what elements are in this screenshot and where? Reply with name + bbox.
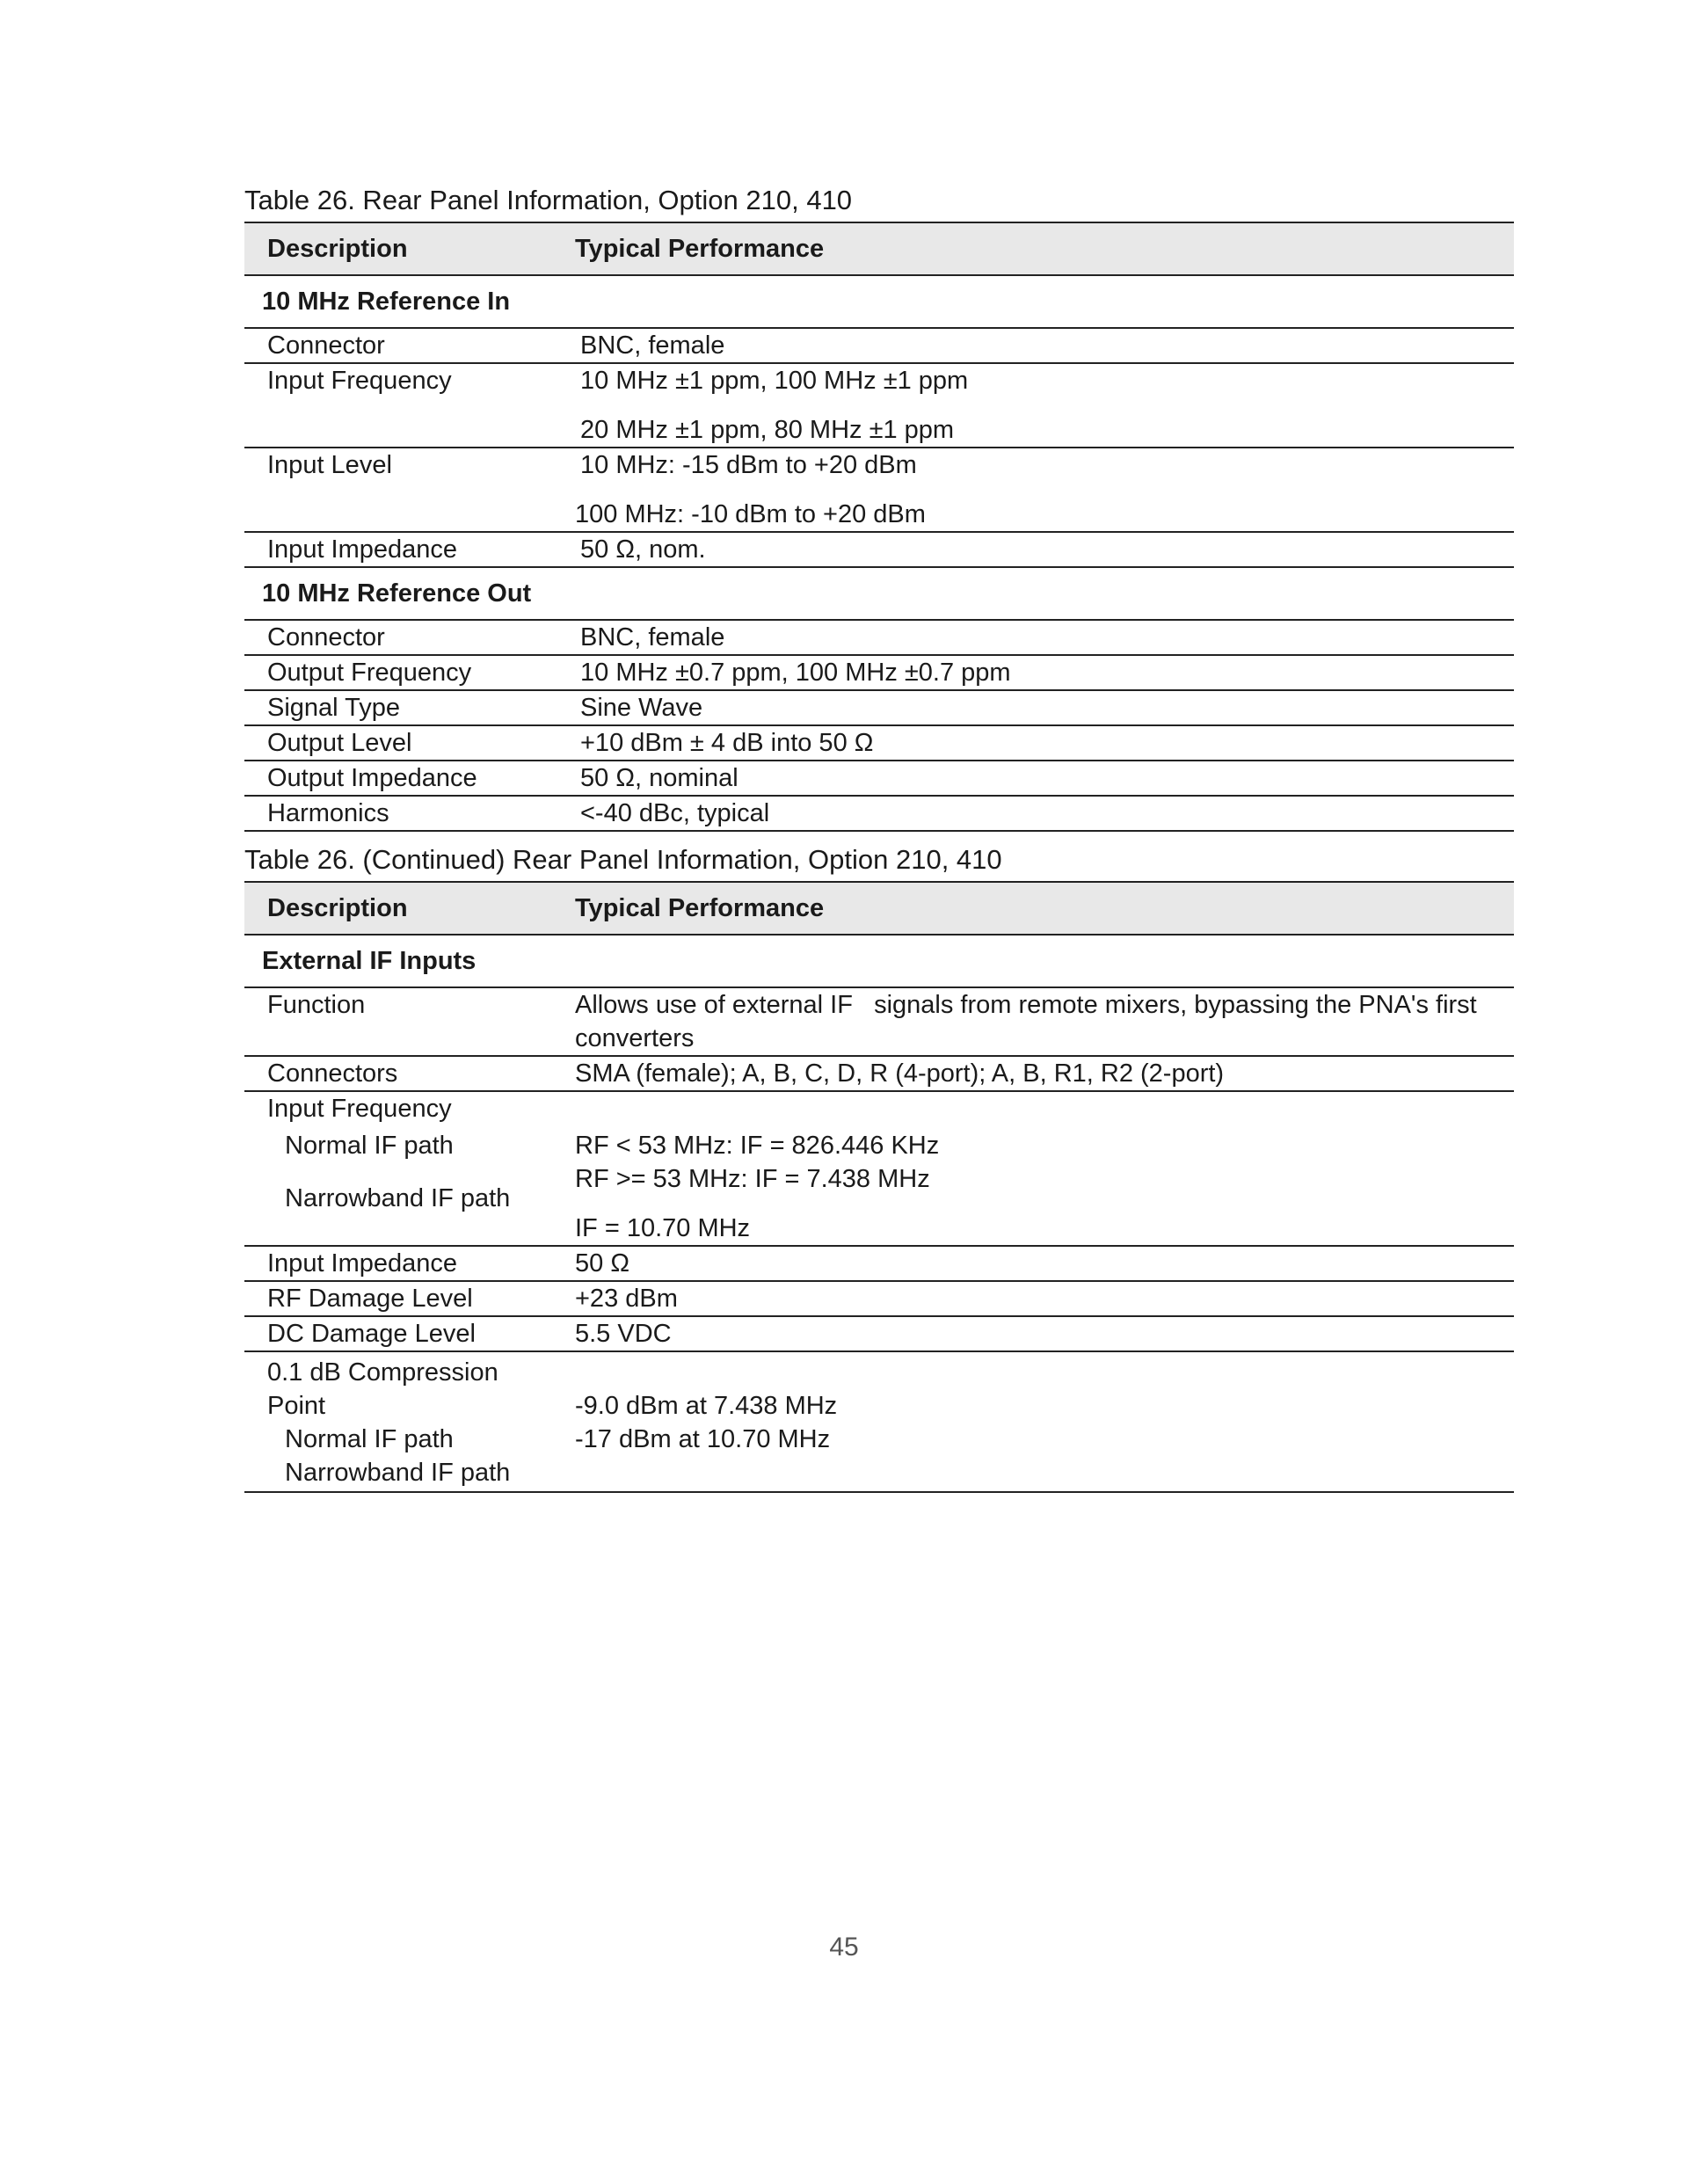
table-row bbox=[244, 1091, 1514, 1246]
table-row bbox=[244, 1316, 1514, 1351]
table-caption: Table 26. (Continued) Rear Panel Information, Option 210, 410 bbox=[244, 844, 1002, 875]
table-row bbox=[244, 448, 1514, 532]
row-label: Output Frequency bbox=[244, 655, 563, 690]
row-value: Allows use of external IF signals from remote mixers, bypassing the PNA's first converters bbox=[563, 987, 1514, 1056]
row-value: BNC, female bbox=[563, 328, 1514, 363]
row-label: Output Impedance bbox=[244, 761, 563, 796]
table-row bbox=[244, 328, 1514, 363]
table-row bbox=[244, 987, 1514, 1056]
row-label: Input Frequency bbox=[244, 363, 563, 448]
table-row bbox=[244, 1246, 1514, 1281]
row-value: 10 MHz ±0.7 ppm, 100 MHz ±0.7 ppm bbox=[563, 655, 1514, 690]
row-value: 10 MHz ±1 ppm, 100 MHz ±1 ppm 20 MHz ±1 ppm, 80 MHz ±1 ppm bbox=[563, 363, 1514, 448]
row-value: <-40 dBc, typical bbox=[563, 796, 1514, 831]
row-label: Input Impedance bbox=[244, 1246, 563, 1281]
section-title: External IF Inputs bbox=[244, 935, 1514, 987]
table-row bbox=[244, 532, 1514, 567]
section-row bbox=[244, 567, 1514, 620]
row-label: RF Damage Level bbox=[244, 1281, 563, 1316]
row-value: +10 dBm ± 4 dB into 50 Ω bbox=[563, 725, 1514, 761]
page-number: 45 bbox=[829, 1933, 859, 1962]
section-row bbox=[244, 275, 1514, 328]
row-value: -9.0 dBm at 7.438 MHz -17 dBm at 10.70 MHz bbox=[563, 1351, 1514, 1492]
table-header-row bbox=[244, 222, 1514, 275]
column-header-performance: Typical Performance bbox=[563, 222, 1514, 275]
table-row bbox=[244, 620, 1514, 655]
rear-panel-table-continued bbox=[244, 881, 1514, 1493]
section-title: 10 MHz Reference In bbox=[244, 275, 1514, 328]
row-label: 0.1 dB Compression Point Normal IF path Narrowband IF path bbox=[244, 1351, 563, 1492]
row-label: DC Damage Level bbox=[244, 1316, 563, 1351]
row-value: 5.5 VDC bbox=[563, 1316, 1514, 1351]
row-label: Function bbox=[244, 987, 563, 1056]
row-label: Input Level bbox=[244, 448, 563, 532]
row-value: RF < 53 MHz: IF = 826.446 KHz RF >= 53 MHz: IF = 7.438 MHz IF = 10.70 MHz bbox=[563, 1091, 1514, 1246]
row-label: Connector bbox=[244, 620, 563, 655]
row-label: Connector bbox=[244, 328, 563, 363]
row-label: Connectors bbox=[244, 1056, 563, 1091]
table-row bbox=[244, 761, 1514, 796]
table-caption: Table 26. Rear Panel Information, Option 210, 410 bbox=[244, 185, 853, 215]
table-row bbox=[244, 655, 1514, 690]
row-value: BNC, female bbox=[563, 620, 1514, 655]
row-value: +23 dBm bbox=[563, 1281, 1514, 1316]
row-label: Harmonics bbox=[244, 796, 563, 831]
section-row bbox=[244, 935, 1514, 987]
row-label: Signal Type bbox=[244, 690, 563, 725]
table-row bbox=[244, 1351, 1514, 1492]
rear-panel-table bbox=[244, 222, 1514, 832]
row-value: Sine Wave bbox=[563, 690, 1514, 725]
table-row bbox=[244, 725, 1514, 761]
row-value: 50 Ω bbox=[563, 1246, 1514, 1281]
row-label: Output Level bbox=[244, 725, 563, 761]
column-header-performance: Typical Performance bbox=[563, 882, 1514, 935]
row-value: SMA (female); A, B, C, D, R (4-port); A, B, R1, R2 (2-port) bbox=[563, 1056, 1514, 1091]
column-header-description: Description bbox=[244, 882, 563, 935]
table-row bbox=[244, 796, 1514, 831]
table-row bbox=[244, 1056, 1514, 1091]
document-page bbox=[244, 183, 1514, 1493]
column-header-description: Description bbox=[244, 222, 563, 275]
row-value: 50 Ω, nom. bbox=[563, 532, 1514, 567]
table-row bbox=[244, 363, 1514, 448]
table-row bbox=[244, 1281, 1514, 1316]
table-row bbox=[244, 690, 1514, 725]
table-header-row bbox=[244, 882, 1514, 935]
section-title: 10 MHz Reference Out bbox=[244, 567, 1514, 620]
row-label: Input Impedance bbox=[244, 532, 563, 567]
row-label: Input Frequency Normal IF path Narrowband IF path bbox=[244, 1091, 563, 1246]
row-value: 50 Ω, nominal bbox=[563, 761, 1514, 796]
row-value: 10 MHz: -15 dBm to +20 dBm 100 MHz: -10 dBm to +20 dBm bbox=[563, 448, 1514, 532]
